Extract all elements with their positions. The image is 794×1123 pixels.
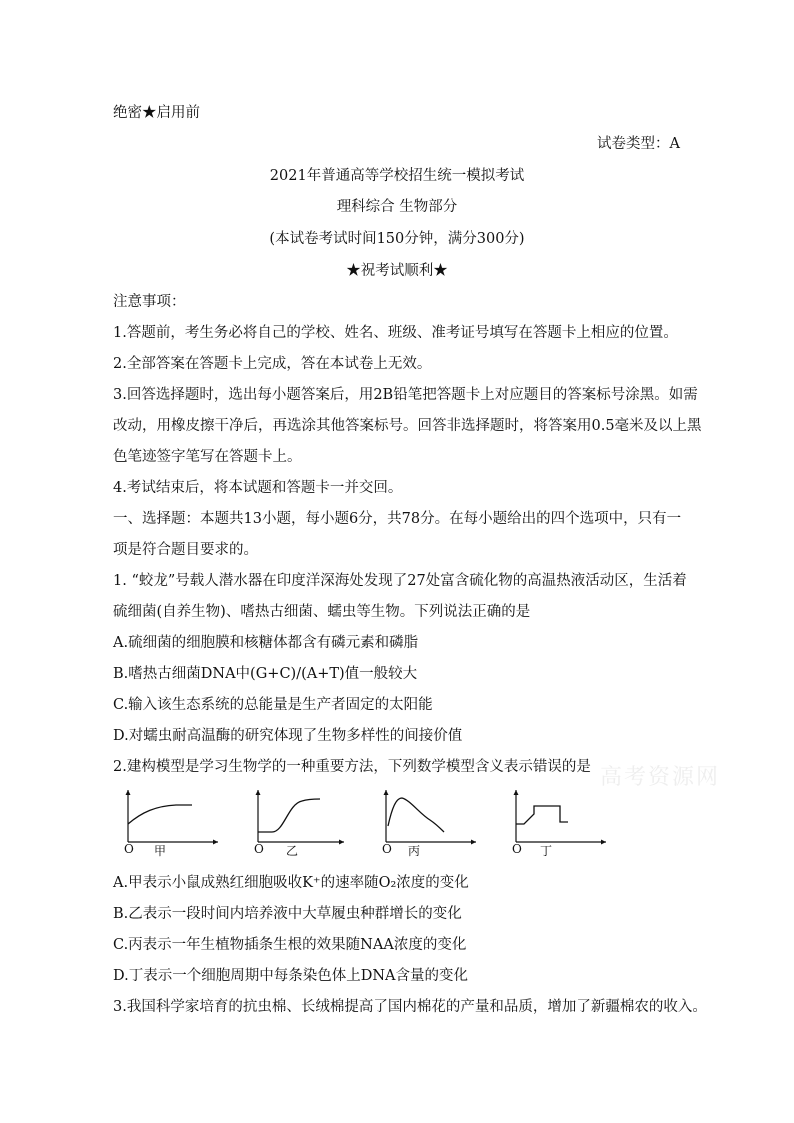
wish-line: ★祝考试顺利★ bbox=[346, 263, 448, 279]
q1-option-d: D.对蠕虫耐高温酶的研究体现了生物多样性的间接价值 bbox=[113, 728, 463, 744]
q2-stem: 2.建构模型是学习生物学的一种重要方法，下列数学模型含义表示错误的是 bbox=[113, 759, 591, 775]
graph-bing bbox=[372, 784, 482, 860]
secret-label: 绝密★启用前 bbox=[113, 105, 200, 121]
paper-type: 试卷类型：A bbox=[597, 136, 680, 152]
q1-stem-cont: 硫细菌(自养生物)、嗜热古细菌、蠕虫等生物。下列说法正确的是 bbox=[113, 604, 531, 620]
graph-origin: O bbox=[382, 842, 392, 856]
graph-label-jia: 甲 bbox=[154, 844, 167, 858]
q2-option-b: B.乙表示一段时间内培养液中大草履虫种群增长的变化 bbox=[113, 906, 462, 922]
q2-option-c: C.丙表示一年生植物插条生根的效果随NAA浓度的变化 bbox=[113, 937, 467, 953]
q1-option-a: A.硫细菌的细胞膜和核糖体都含有磷元素和磷脂 bbox=[113, 635, 419, 651]
section-heading-cont: 项是符合题目要求的。 bbox=[113, 542, 258, 558]
graph-label-bing: 丙 bbox=[408, 844, 421, 858]
notes-heading: 注意事项： bbox=[113, 294, 186, 310]
note-line: 4.考试结束后，将本试题和答题卡一并交回。 bbox=[113, 480, 403, 496]
watermark: 高考资源网 bbox=[600, 765, 721, 790]
note-line: 2.全部答案在答题卡上完成，答在本试卷上无效。 bbox=[113, 356, 432, 372]
exam-subtitle: 理科综合 生物部分 bbox=[336, 199, 458, 215]
graph-yi bbox=[244, 784, 354, 860]
section-heading: 一、选择题：本题共13小题，每小题6分，共78分。在每小题给出的四个选项中，只有一 bbox=[113, 511, 682, 527]
graph-jia bbox=[114, 784, 224, 860]
graph-label-yi: 乙 bbox=[286, 844, 299, 858]
q2-option-d: D.丁表示一个细胞周期中每条染色体上DNA含量的变化 bbox=[113, 968, 469, 984]
graph-origin: O bbox=[124, 842, 134, 856]
time-note: (本试卷考试时间150分钟，满分300分) bbox=[269, 231, 525, 247]
note-line: 3.回答选择题时，选出每小题答案后，用2B铅笔把答题卡上对应题目的答案标号涂黑。如需 bbox=[113, 387, 698, 403]
graph-origin: O bbox=[512, 842, 522, 856]
note-line: 1.答题前，考生务必将自己的学校、姓名、班级、准考证号填写在答题卡上相应的位置。 bbox=[113, 325, 678, 341]
graph-label-ding: 丁 bbox=[540, 844, 553, 858]
note-line: 色笔迹签字笔写在答题卡上。 bbox=[113, 449, 302, 465]
graph-origin: O bbox=[254, 842, 264, 856]
graph-ding bbox=[502, 784, 612, 860]
q2-option-a: A.甲表示小鼠成熟红细胞吸收K⁺的速率随O₂浓度的变化 bbox=[113, 875, 469, 891]
q1-stem: 1. “蛟龙”号载人潜水器在印度洋深海处发现了27处富含硫化物的高温热液活动区，生活着 bbox=[113, 573, 687, 589]
q3-stem: 3.我国科学家培育的抗虫棉、长绒棉提高了国内棉花的产量和品质，增加了新疆棉农的收入。 bbox=[113, 999, 707, 1015]
note-line: 改动，用橡皮擦干净后，再选涂其他答案标号。回答非选择题时，将答案用0.5毫米及以上黑 bbox=[113, 418, 702, 434]
q1-option-c: C.输入该生态系统的总能量是生产者固定的太阳能 bbox=[113, 697, 433, 713]
q1-option-b: B.嗜热古细菌DNA中(G+C)/(A+T)值一般较大 bbox=[113, 666, 418, 682]
exam-title: 2021年普通高等学校招生统一模拟考试 bbox=[269, 168, 525, 184]
